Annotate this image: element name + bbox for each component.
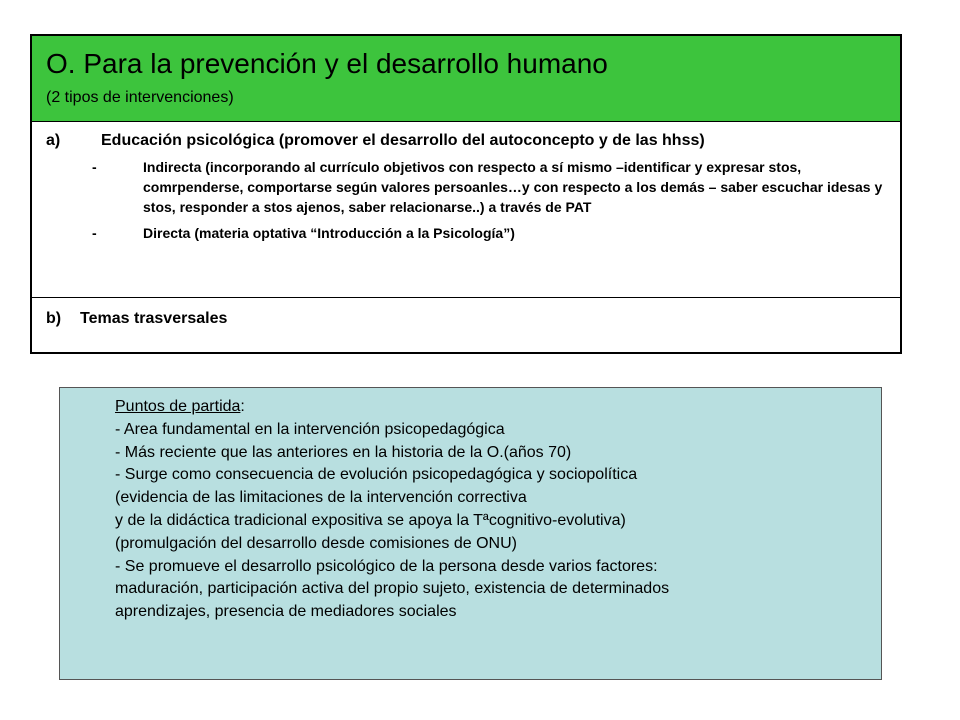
section-b [32,298,900,330]
title-header [32,36,900,122]
text-line: aprendizajes, presencia de mediadores sociales [115,603,457,621]
section-a-marker: a) [46,132,61,149]
starting-points-heading: Puntos de partida [115,398,241,415]
section-b-heading: Temas trasversales [80,310,228,327]
section-a-heading: Educación psicológica (promover el desarrollo del autoconcepto y de las hhss) [101,132,705,149]
list-item-directa [32,223,893,243]
text-line: (evidencia de las limitaciones de la intervención correctiva [115,489,527,507]
text-line: - Area fundamental en la intervención psicopedagógica [115,420,505,438]
list-item-text: Directa (materia optativa “Introducción a la Psicología”) [143,225,515,241]
text-line: y de la didáctica tradicional expositiva se apoya la Tªcognitivo-evolutiva) [115,511,626,529]
text-line: (promulgación del desarrollo desde comisiones de ONU) [115,534,517,552]
prevention-development-box [30,34,902,354]
text-line: maduración, participación activa del propio sujeto, existencia de determinados [115,580,670,598]
dash-bullet: - [92,225,97,241]
list-item-indirecta [32,157,893,217]
starting-points-heading-line [115,396,881,419]
section-a-items [32,157,900,243]
section-b-marker: b) [46,310,62,327]
slide-title: O. Para la prevención y el desarrollo humano [46,48,608,79]
section-a-heading-row [32,130,901,152]
text-line: - Se promueve el desarrollo psicológico de la persona desde varios factores: [115,557,658,575]
list-item-text: Indirecta (incorporando al currículo objetivos con respecto a sí mismo –identificar y expresar stos, comrpenderse, comportarse según valores persoanles…y con respecto a los demás – saber escuchar idesas y stos, responder a stos ajenos, saber relacionarse..) a través de PAT [143,159,883,215]
text-line: - Surge como consecuencia de evolución psicopedagógica y sociopolítica [115,466,638,484]
heading-colon: : [240,398,245,415]
text-line: - Más reciente que las anteriores en la historia de la O.(años 70) [115,443,572,461]
starting-points-box [59,387,882,680]
dash-bullet: - [92,159,97,175]
slide-subtitle: (2 tipos de intervenciones) [46,89,234,106]
section-a [32,122,900,298]
